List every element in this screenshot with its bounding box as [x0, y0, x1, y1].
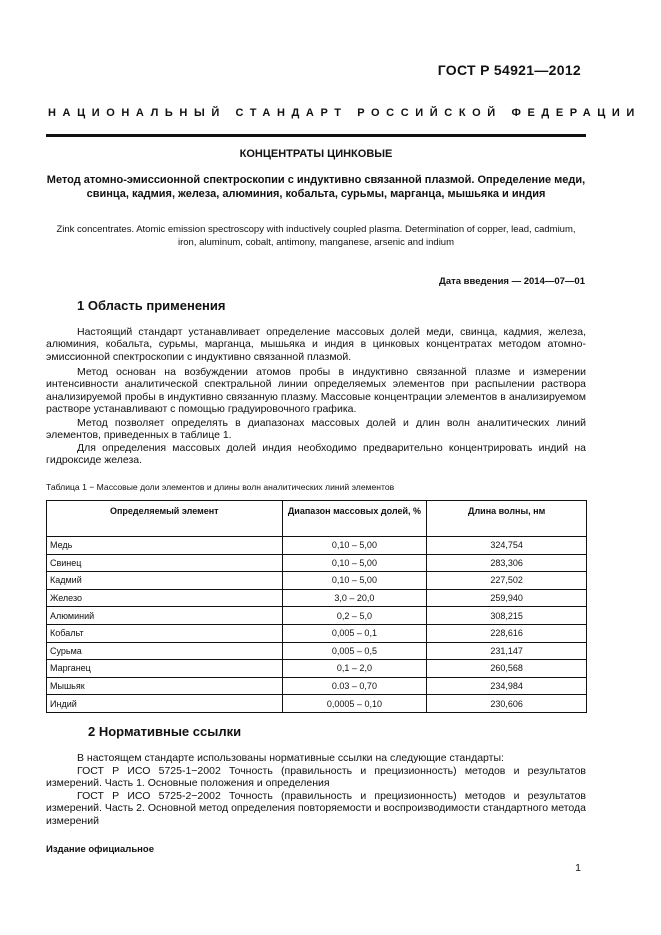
cell-wavelength: 324,754: [427, 537, 587, 555]
cell-wavelength: 231,147: [427, 642, 587, 660]
cell-wavelength: 230,606: [427, 695, 587, 713]
cell-range: 0,005 – 0,1: [282, 624, 427, 642]
table-header-row: [47, 501, 587, 537]
table-row: [47, 537, 587, 555]
table-row: [47, 660, 587, 678]
table-row: [47, 607, 587, 625]
cell-element: Кадмий: [47, 572, 283, 590]
table-row: [47, 642, 587, 660]
cell-range: 0,005 – 0,5: [282, 642, 427, 660]
cell-range: 0,2 – 5,0: [282, 607, 427, 625]
cell-range: 0,10 – 5,00: [282, 554, 427, 572]
cell-element: Мышьяк: [47, 677, 283, 695]
table-row: [47, 695, 587, 713]
section-1-heading: 1 Область применения: [77, 298, 226, 313]
section-2-paragraph-2: ГОСТ Р ИСО 5725-1−2002 Точность (правильность и прецизионность) методов и результатов измерений. Часть 1. Основные положения и определения: [46, 765, 586, 790]
official-edition-label: Издание официальное: [46, 844, 154, 855]
header-rule: [46, 134, 586, 137]
table-row: [47, 589, 587, 607]
cell-range: 0,1 – 2,0: [282, 660, 427, 678]
section-1-paragraph-2: Метод основан на возбуждении атомов пробы в индуктивно связанной плазме и измерении интенсивности аналитической спектральной линии определяемых элементов при распылении раствора анализируемой пробы в индуктивно связанную плазму. Массовые концентрации элементов в анализируемом растворе устанавливают с помощью градуировочного графика.: [46, 366, 586, 416]
section-1-paragraph-3: Метод позволяет определять в диапазонах массовых долей и длин волн аналитических линий элементов, приведенных в таблице 1.: [46, 417, 586, 442]
cell-range: 0,10 – 5,00: [282, 572, 427, 590]
cell-element: Марганец: [47, 660, 283, 678]
cell-wavelength: 259,940: [427, 589, 587, 607]
cell-wavelength: 228,616: [427, 624, 587, 642]
cell-element: Железо: [47, 589, 283, 607]
cell-element: Индий: [47, 695, 283, 713]
introduction-date: Дата введения — 2014—07—01: [439, 276, 585, 287]
cell-wavelength: 227,502: [427, 572, 587, 590]
table-row: [47, 554, 587, 572]
page-number: 1: [575, 862, 581, 874]
national-standard-banner: НАЦИОНАЛЬНЫЙ СТАНДАРТ РОССИЙСКОЙ ФЕДЕРАЦИИ: [48, 107, 641, 119]
cell-wavelength: 283,306: [427, 554, 587, 572]
document-subtitle: Метод атомно-эмиссионной спектроскопии с индуктивно связанной плазмой. Определение меди, свинца, кадмия, железа, алюминия, кобальта, сурьмы, марганца, мышьяка и индия: [46, 174, 586, 200]
cell-element: Свинец: [47, 554, 283, 572]
elements-table: [46, 500, 587, 713]
cell-element: Сурьма: [47, 642, 283, 660]
table-row: [47, 677, 587, 695]
cell-element: Кобальт: [47, 624, 283, 642]
cell-range: 0,0005 – 0,10: [282, 695, 427, 713]
section-2-paragraph-3: ГОСТ Р ИСО 5725-2−2002 Точность (правильность и прецизионность) методов и результатов измерений. Часть 2. Основной метод определения повторяемости и воспроизводимости стандартного метода измерений: [46, 790, 586, 827]
column-header-range: Диапазон массовых долей, %: [282, 501, 427, 537]
section-1-paragraph-1: Настоящий стандарт устанавливает определение массовых долей меди, свинца, кадмия, железа, алюминия, кобальта, сурьмы, марганца, мышьяка и индия в цинковых концентратах методом атомно-эмиссионной спектроскопии с индуктивно связанной плазмой.: [46, 326, 586, 363]
cell-wavelength: 234,984: [427, 677, 587, 695]
cell-range: 0,10 – 5,00: [282, 537, 427, 555]
table-caption: Таблица 1 − Массовые доли элементов и длины волн аналитических линий элементов: [46, 482, 395, 492]
section-1-paragraph-4: Для определения массовых долей индия необходимо предварительно концентрировать индий на гидроксиде железа.: [46, 442, 586, 467]
standard-code: ГОСТ Р 54921—2012: [437, 62, 581, 78]
cell-element: Медь: [47, 537, 283, 555]
section-2-paragraph-1: В настоящем стандарте использованы нормативные ссылки на следующие стандарты:: [77, 752, 504, 764]
cell-range: 3,0 – 20,0: [282, 589, 427, 607]
column-header-wavelength: Длина волны, нм: [427, 501, 587, 537]
cell-element: Алюминий: [47, 607, 283, 625]
section-2-heading: 2 Нормативные ссылки: [88, 724, 242, 739]
table-row: [47, 572, 587, 590]
english-title: Zink concentrates. Atomic emission spectroscopy with inductively coupled plasma. Determination of copper, lead, cadmium, iron, aluminum, cobalt, antimony, manganese, arsenic and indium: [56, 224, 576, 248]
cell-wavelength: 260,568: [427, 660, 587, 678]
document-title: КОНЦЕНТРАТЫ ЦИНКОВЫЕ: [239, 148, 393, 160]
column-header-element: Определяемый элемент: [47, 501, 283, 537]
cell-range: 0.03 – 0,70: [282, 677, 427, 695]
cell-wavelength: 308,215: [427, 607, 587, 625]
table-row: [47, 624, 587, 642]
